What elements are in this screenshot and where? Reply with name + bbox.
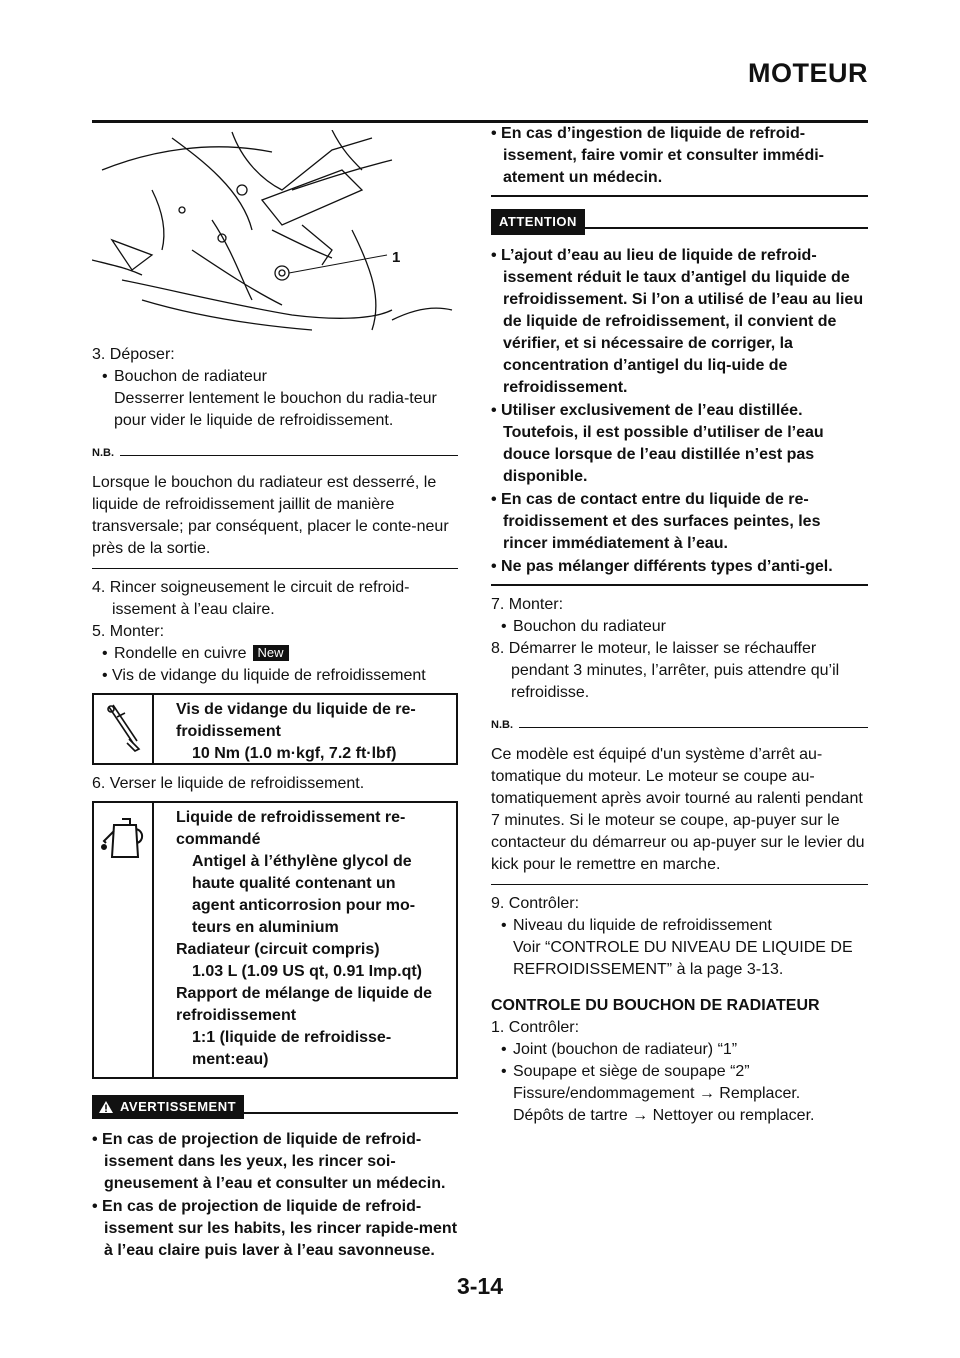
attention-end-rule: [491, 584, 868, 586]
mix-ratio-value: 1:1 (liquide de refroidisse-ment:eau): [192, 1029, 392, 1068]
torque-wrench-icon: [94, 695, 154, 763]
step-6: 6. Verser le liquide de refroidissement.: [92, 775, 365, 792]
list-item: • Soupape et siège de soupape “2”: [501, 1063, 750, 1080]
list-item: • Rondelle en cuivre New: [92, 643, 458, 665]
inspection-result: Dépôts de tartre → Nettoyer ou remplacer.: [513, 1107, 815, 1124]
radiator-drain-illustration: [92, 130, 458, 342]
list-item-text: Bouchon du radiateur: [513, 618, 666, 635]
attention-item: • Ne pas mélanger différents types d’anti-gel.: [491, 558, 833, 575]
warning-item: • En cas de projection de liquide de refroid-issement sur les habits, les rincer rapide-ment à l’eau claire puis laver à l’eau savonneuse.: [92, 1198, 458, 1259]
torque-spec-box: [92, 693, 458, 765]
list-item-text: Vis de vidange du liquide de refroidissement: [112, 667, 426, 684]
list-item: • Bouchon de radiateur: [102, 368, 267, 385]
attention-item-text: En cas de contact entre du liquide de re-froidissement et des surfaces peintes, les rincer immédiatement à l’eau.: [501, 491, 821, 552]
warning-item-text: En cas d’ingestion de liquide de refroid-issement, faire vomir et consulter immédi-atement un médecin.: [501, 125, 824, 186]
attention-item-text: Utiliser exclusivement de l’eau distillée. Toutefois, il est possible d’utiliser de l’eau douce lorsque de l’eau distillée n’est pas disponible.: [501, 402, 824, 485]
attention-label: ATTENTION: [491, 209, 585, 235]
warning-header: [92, 1095, 458, 1119]
list-item-text: Joint (bouchon de radiateur) “1”: [513, 1041, 738, 1058]
step-3: 3. Déposer:: [92, 346, 175, 363]
note-label: N.B.: [92, 447, 114, 459]
list-item: • Bouchon du radiateur: [501, 618, 666, 635]
step-5: 5. Monter:: [92, 623, 165, 640]
list-item: • Niveau du liquide de refroidissement: [501, 917, 772, 934]
warning-item: • En cas d’ingestion de liquide de refroid-issement, faire vomir et consulter immédi-atement un médecin.: [491, 125, 824, 186]
torque-value: 10 Nm (1.0 m·kgf, 7.2 ft·lbf): [192, 745, 397, 762]
list-item: • Vis de vidange du liquide de refroidissement: [102, 667, 426, 684]
coolant-spec-box: [92, 801, 458, 1079]
warning-item-text: En cas de projection de liquide de refroid-issement dans les yeux, les rincer soi-gneusement à l’eau et consulter un médecin.: [102, 1131, 446, 1192]
note-text: Ce modèle est équipé d'un système d’arrêt au-tomatique du moteur. Le moteur se coupe au-tomatiquement après avoir tourné au ralenti pendant 7 minutes. Si le moteur se coupe, ap-puyer sur le contacteur du démarreur ou ap-puyer sur le levier du kick pour le remettre en marche.: [491, 744, 868, 885]
inspection-result: Fissure/endommagement → Remplacer.: [513, 1085, 801, 1102]
warning-label: AVERTISSEMENT: [120, 1099, 237, 1114]
note-header: [92, 442, 458, 464]
attention-item: • Utiliser exclusivement de l’eau distillée. Toutefois, il est possible d’utiliser de l’eau douce lorsque de l’eau distillée n’est pas disponible.: [491, 402, 824, 485]
cross-reference: Voir “CONTROLE DU NIVEAU DE LIQUIDE DE REFROIDISSEMENT” à la page 3-13.: [513, 939, 853, 978]
warning-end-rule: [491, 195, 868, 197]
attention-item-text: Ne pas mélanger différents types d’anti-gel.: [501, 558, 833, 575]
mix-ratio-label: Rapport de mélange de liquide de refroidissement: [176, 985, 433, 1024]
warning-item: • En cas de projection de liquide de refroid-issement dans les yeux, les rincer soi-gneusement à l’eau et consulter un médecin.: [92, 1131, 446, 1192]
attention-header: [491, 209, 868, 235]
warning-triangle-icon: [98, 1100, 114, 1114]
capacity-value: 1.03 L (1.09 US qt, 0.91 Imp.qt): [192, 963, 422, 980]
note-header: [491, 714, 868, 736]
step-8: 8. Démarrer le moteur, le laisser se réchauffer pendant 3 minutes, l’arrêter, puis attendre qu’il refroidisse.: [491, 640, 840, 701]
section-title: CONTROLE DU BOUCHON DE RADIATEUR: [491, 997, 820, 1014]
list-item-text: Rondelle en cuivre: [114, 645, 247, 662]
note-label: N.B.: [491, 719, 513, 731]
capacity-label: Radiateur (circuit compris): [176, 941, 380, 958]
warning-item-text: En cas de projection de liquide de refroid-issement sur les habits, les rincer rapide-ment à l’eau claire puis laver à l’eau savonneuse.: [102, 1198, 458, 1259]
oil-can-icon: [94, 803, 154, 1077]
new-badge: New: [253, 645, 289, 661]
left-column: [92, 130, 458, 1263]
page-title: MOTEUR: [748, 58, 868, 88]
list-item-text: Niveau du liquide de refroidissement: [513, 917, 772, 934]
step-1: 1. Contrôler:: [491, 1019, 580, 1036]
attention-item-text: L’ajout d’eau au lieu de liquide de refroid-issement réduit le taux d’antigel du liquide de refroidissement. Si l’on a utilisé de l’eau au lieu de liquide de refroidissement, il convient de vérifier, et si nécessaire de corriger, la concentration d’antigel du liq-uide de refroidissement.: [501, 247, 864, 396]
coolant-value: Antigel à l’éthylène glycol de haute qualité contenant un agent anticorrosion pour mo-teurs en aluminium: [192, 853, 416, 936]
step-9: 9. Contrôler:: [491, 895, 580, 912]
page-number: 3-14: [456, 1273, 504, 1299]
list-item-text: Bouchon de radiateur: [114, 368, 267, 385]
list-item-text: Soupape et siège de soupape “2”: [513, 1063, 750, 1080]
step-4: 4. Rincer soigneusement le circuit de refroid-issement à l’eau claire.: [92, 579, 410, 618]
attention-item: • L’ajout d’eau au lieu de liquide de refroid-issement réduit le taux d’antigel du liquide de refroidissement. Si l’on a utilisé de l’eau au lieu de liquide de refroidissement, il convient de vérifier, et si nécessaire de corriger, la concentration d’antigel du liq-uide de refroidissement.: [491, 247, 864, 396]
attention-item: • En cas de contact entre du liquide de re-froidissement et des surfaces peintes, les rincer immédiatement à l’eau.: [491, 491, 821, 552]
callout-label: 1: [392, 249, 401, 266]
step-3-description: Desserrer lentement le bouchon du radia-teur pour vider le liquide de refroidissement.: [114, 390, 437, 429]
list-item: • Joint (bouchon de radiateur) “1”: [501, 1041, 738, 1058]
note-text: Lorsque le bouchon du radiateur est desserré, le liquide de refroidissement jaillit de manière transversale; par conséquent, placer le conte-neur près de la sortie.: [92, 472, 458, 569]
coolant-label: Liquide de refroidissement re-commandé: [176, 809, 406, 848]
right-column: [491, 123, 868, 1127]
step-7: 7. Monter:: [491, 596, 564, 613]
torque-title: Vis de vidange du liquide de re-froidissement: [176, 701, 416, 740]
